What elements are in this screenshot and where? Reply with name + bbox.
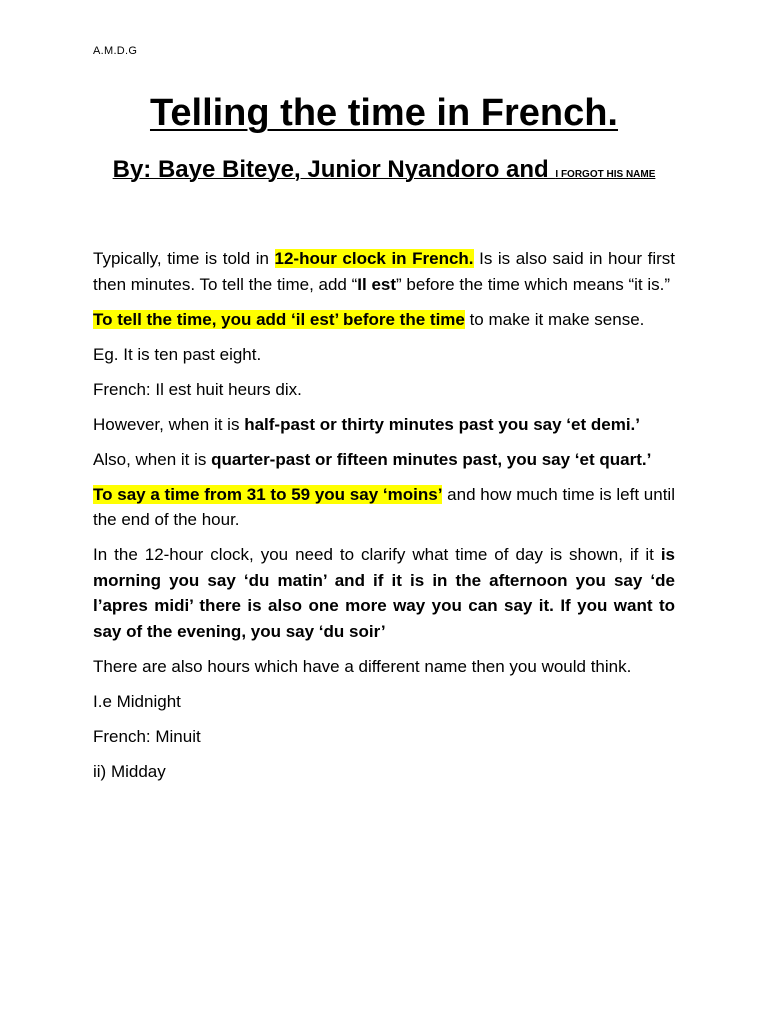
document-title: Telling the time in French.	[149, 92, 618, 134]
paragraph-example: Eg. It is ten past eight.	[93, 344, 262, 364]
text-run: Also, when it is	[93, 449, 212, 469]
paragraph-il-est	[93, 307, 675, 333]
paragraph-half-past	[93, 412, 675, 438]
page-header: A.M.D.G	[93, 45, 138, 57]
paragraph-special-hours: There are also hours which have a different name then you would think.	[93, 656, 632, 676]
bold-text: Il est	[357, 274, 397, 294]
byline-authors: By: Baye Biteye, Junior Nyandoro and	[112, 156, 556, 183]
paragraph-example-french: French: Il est huit heurs dix.	[93, 379, 302, 399]
text-run: to make it make sense.	[464, 309, 645, 329]
paragraph-midnight: I.e Midnight	[93, 691, 181, 711]
paragraph-quarter-past	[93, 447, 675, 473]
highlighted-text: 12-hour clock in French.	[274, 249, 474, 268]
paragraph-intro	[93, 246, 675, 297]
text-run: ” before the time which means “it is.”	[396, 274, 671, 294]
text-run: Is is also said in hour first then minutes. To tell the time, add “	[93, 249, 675, 294]
paragraph-time-of-day	[93, 542, 675, 644]
byline-forgot-name: I FORGOT HIS NAME	[555, 169, 656, 180]
text-run: In the 12-hour clock, you need to clarify what time of day is shown, if it	[93, 545, 661, 564]
text-run: However, when it is	[93, 414, 245, 434]
text-run: and how much time is left until the end of the hour.	[93, 484, 675, 529]
highlighted-text: To tell the time, you add ‘il est’ before the time	[93, 309, 465, 329]
paragraph-moins	[93, 482, 675, 533]
paragraph-midday: ii) Midday	[93, 761, 166, 781]
bold-text: is morning you say ‘du matin’ and if it is in the afternoon you say ‘de l’apres midi’ there is also one more way you can say it. If you want to say of the evening, you say ‘du soir’	[93, 545, 675, 641]
document-byline	[93, 158, 675, 187]
highlighted-text: To say a time from 31 to 59 you say ‘moins’	[93, 484, 443, 504]
paragraph-minuit: French: Minuit	[93, 726, 201, 746]
text-run: Typically, time is told in	[93, 249, 275, 268]
bold-text: quarter-past or fifteen minutes past, you say ‘et quart.’	[211, 449, 652, 469]
document-body	[93, 246, 675, 794]
bold-text: half-past or thirty minutes past you say ‘et demi.’	[244, 414, 640, 434]
